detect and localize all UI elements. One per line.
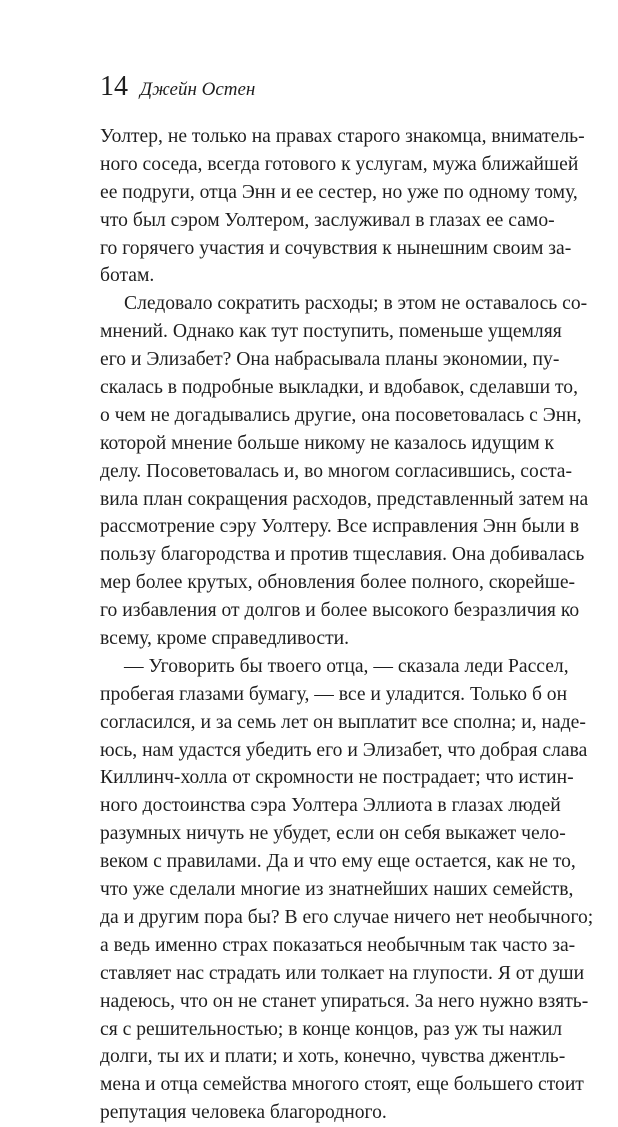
text-line: мер более крутых, обновления более полного, скорейше- xyxy=(100,572,576,594)
text-line: репутация человека благородного. xyxy=(100,1102,387,1124)
text-line: надеюсь, что он не станет упираться. За него нужно взять- xyxy=(100,990,589,1012)
text-line: скалась в подробные выкладки, и вдобавок, сделавши то, xyxy=(100,377,578,399)
paragraph xyxy=(100,653,594,1127)
paragraph xyxy=(100,123,585,290)
text-line: ного соседа, всегда готового к услугам, мужа ближайшей xyxy=(100,153,579,175)
text-line: ставляет нас страдать или толкает на глупости. Я от души xyxy=(100,962,585,984)
text-line: что был сэром Уолтером, заслуживал в глазах ее само- xyxy=(100,209,555,231)
text-line: веком с правилами. Да и что ему еще остается, как не то, xyxy=(100,851,576,873)
text-line: о чем не догадывались другие, она посоветовалась с Энн, xyxy=(100,404,582,426)
running-head xyxy=(100,70,255,104)
page-number: 14 xyxy=(100,71,128,102)
text-line: всему, кроме справедливости. xyxy=(100,628,350,650)
text-line: Следовало сократить расходы; в этом не оставалось со- xyxy=(124,293,588,315)
text-line: делу. Посоветовалась и, во многом согласившись, соста- xyxy=(100,460,572,482)
text-line: мена и отца семейства многого стоят, еще большего стоит xyxy=(100,1074,584,1096)
text-line: разумных ничуть не убудет, если он себя выкажет чело- xyxy=(100,823,566,845)
text-line: которой мнение больше никому не казалось идущим к xyxy=(100,432,555,454)
running-head-author: Джейн Остен xyxy=(140,79,256,100)
text-line: согласился, и за семь лет он выплатит все сполна; и, наде- xyxy=(100,711,586,733)
text-line: ботам. xyxy=(100,265,155,287)
body-text xyxy=(100,123,594,1127)
text-line: да и другим пора бы? В его случае ничего нет необычного; xyxy=(100,906,594,928)
text-line: юсь, нам удастся убедить его и Элизабет, что добрая слава xyxy=(100,739,588,761)
text-line: вила план сокращения расходов, представленный затем на xyxy=(100,488,589,510)
text-line: что уже сделали многие из знатнейших наших семейств, xyxy=(100,879,574,901)
text-line: его и Элизабет? Она набрасывала планы экономии, пу- xyxy=(100,349,560,371)
text-line: рассмотрение сэру Уолтеру. Все исправления Энн были в xyxy=(100,516,580,538)
paragraph xyxy=(100,290,589,653)
text-line: ного достоинства сэра Уолтера Эллиота в глазах людей xyxy=(100,795,561,817)
text-line: го горячего участия и сочувствия к нынешним своим за- xyxy=(100,237,572,259)
text-line: пробегая глазами бумагу, — все и уладится. Только б он xyxy=(100,683,568,705)
text-line: Уолтер, не только на правах старого знакомца, вниматель- xyxy=(100,126,585,147)
text-line: ся с решительностью; в конце концов, раз уж ты нажил xyxy=(100,1018,563,1040)
text-line: Киллинч-холла от скромности не пострадает; что истин- xyxy=(100,767,574,789)
text-line: пользу благородства и против тщеславия. Она добивалась xyxy=(100,544,585,566)
text-line: — Уговорить бы твоего отца, — сказала леди Рассел, xyxy=(124,655,569,677)
text-line: а ведь именно страх показаться необычным так часто за- xyxy=(100,934,576,956)
text-line: ее подруги, отца Энн и ее сестер, но уже по одному тому, xyxy=(100,181,578,203)
text-line: го избавления от долгов и более высокого безразличия ко xyxy=(100,600,580,622)
text-line: мнений. Однако как тут поступить, поменьше ущемляя xyxy=(100,321,562,343)
text-line: долги, ты их и плати; и хоть, конечно, чувства джентль- xyxy=(100,1046,566,1068)
